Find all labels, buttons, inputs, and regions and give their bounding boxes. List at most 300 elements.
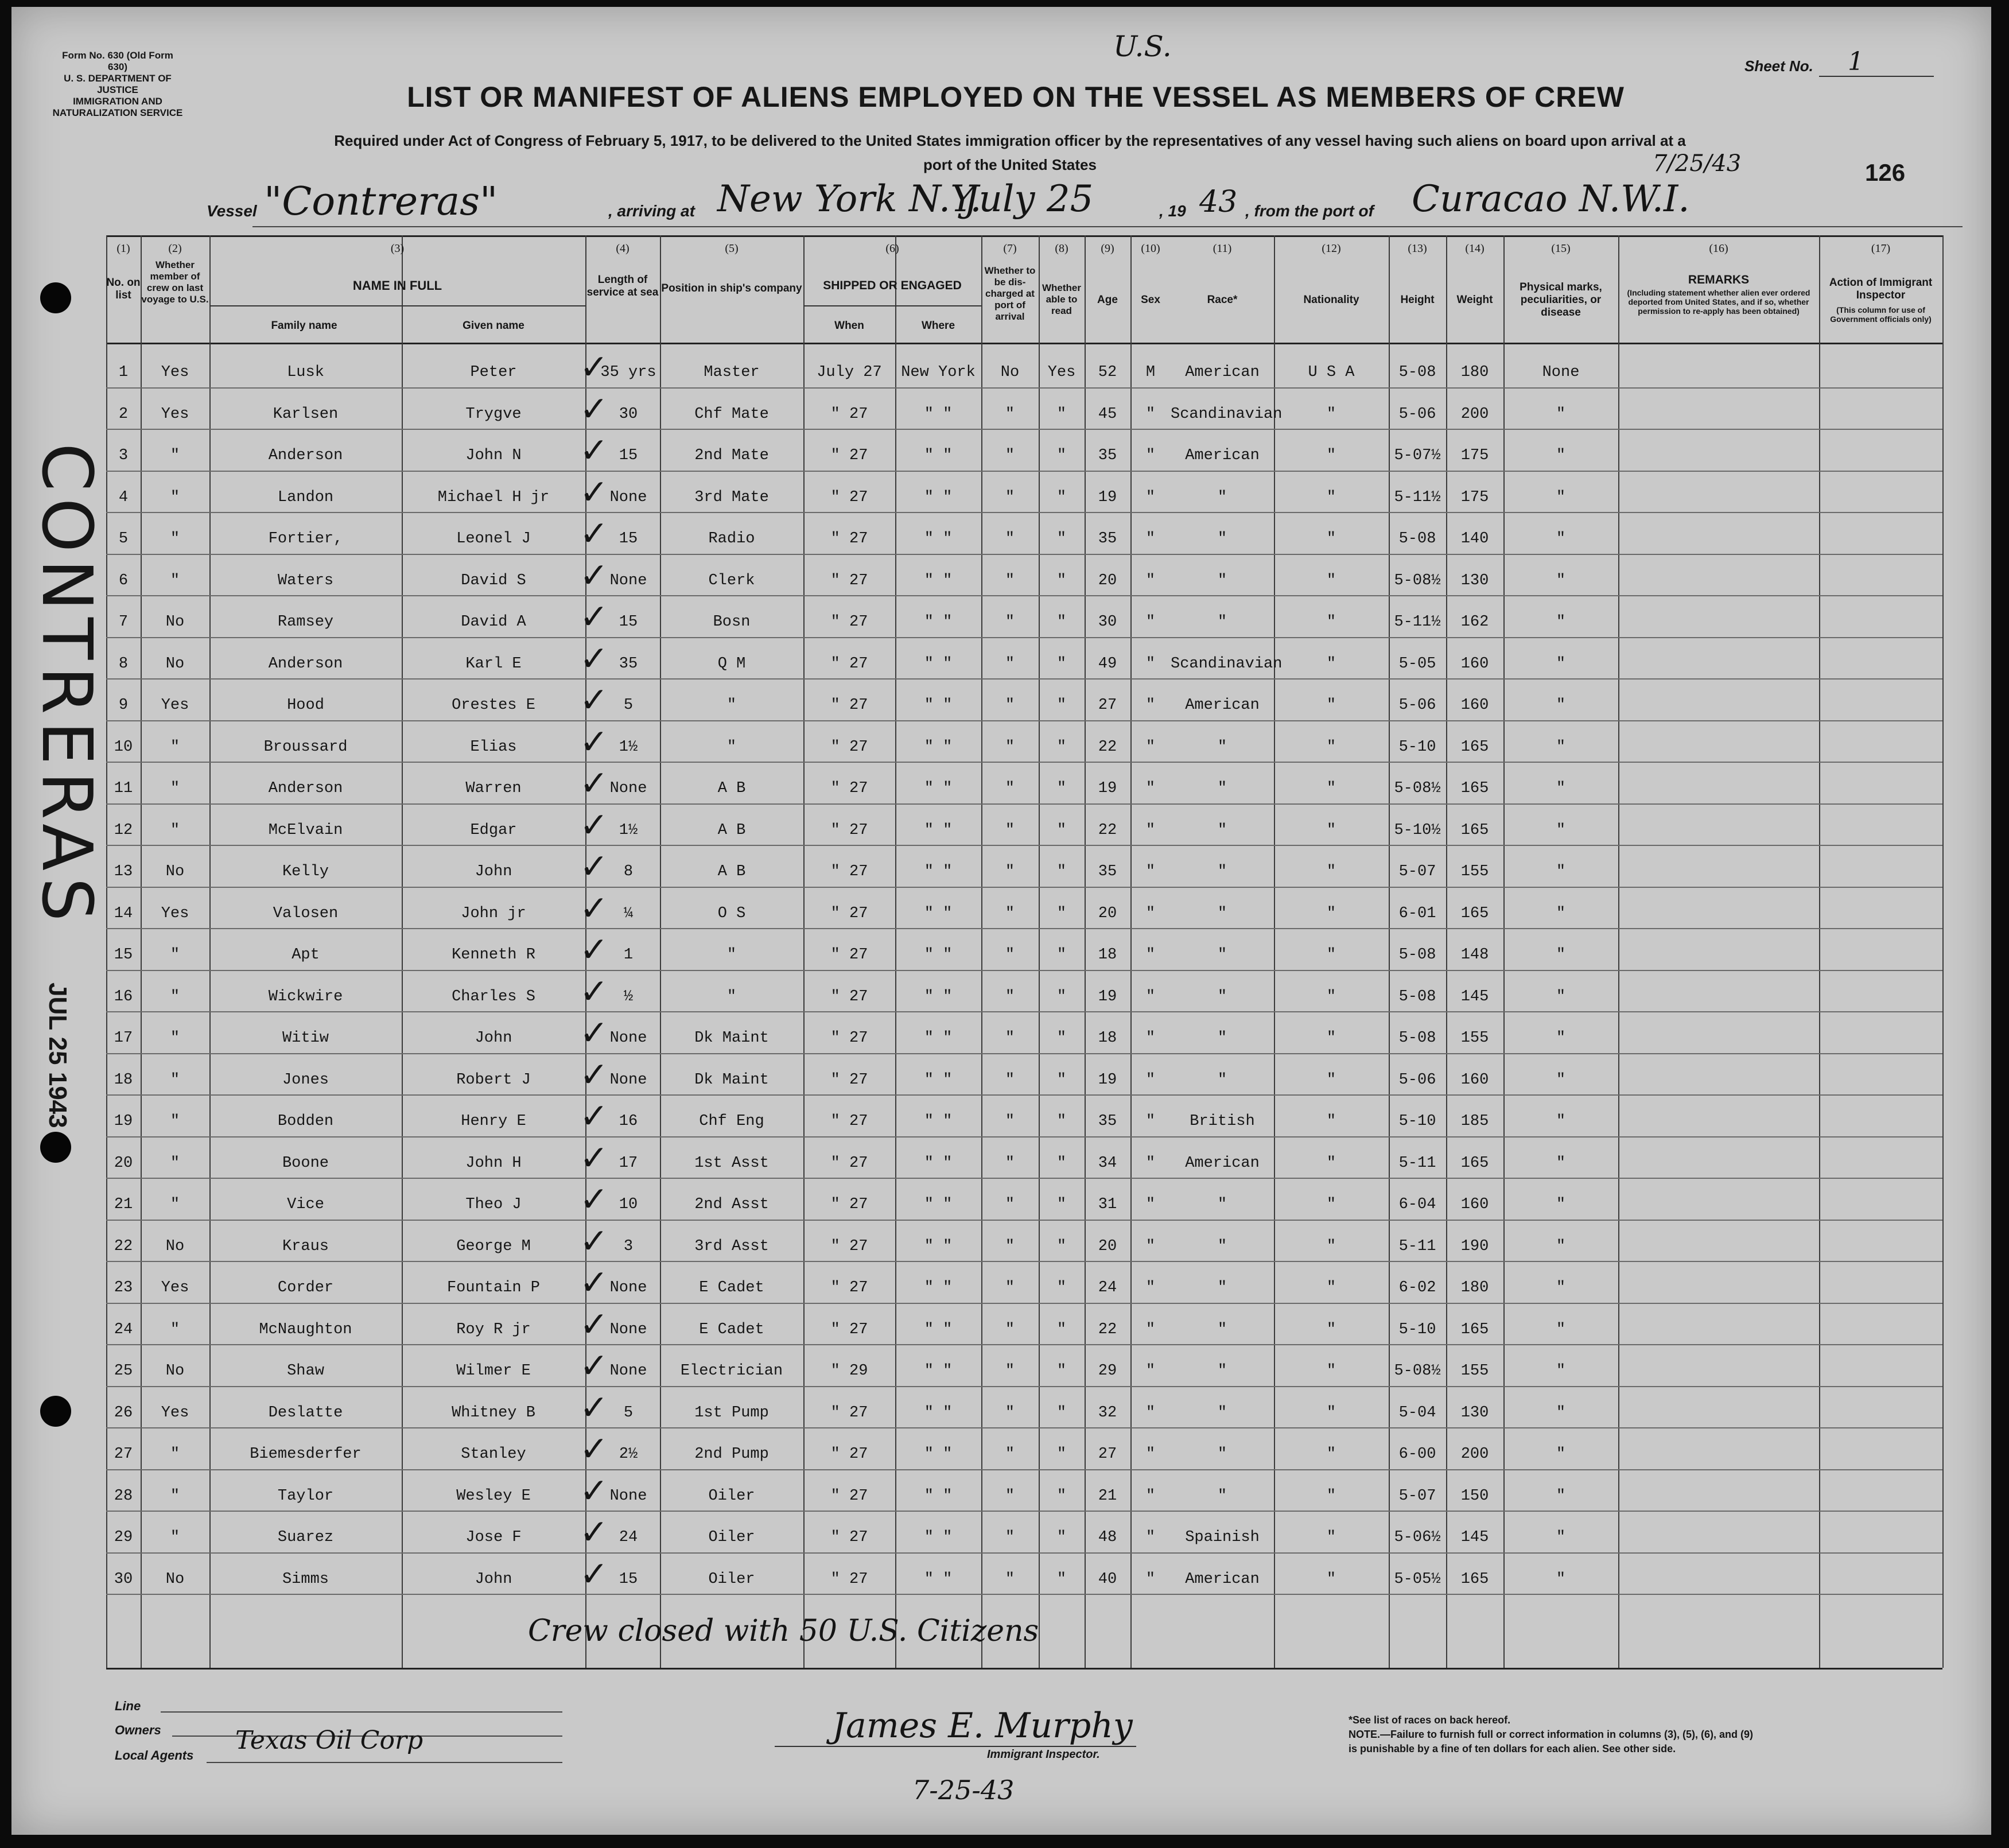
cell-nationality: " [1326, 1362, 1336, 1380]
col-number: (4) [616, 242, 629, 255]
cell-race: American [1185, 1154, 1260, 1172]
cell-position: 1st Pump [694, 1404, 769, 1422]
cell-read: " [1056, 697, 1067, 714]
cell-discharged: " [1005, 1279, 1015, 1296]
cell-family: Deslatte [268, 1404, 343, 1422]
cell-no: 6 [118, 572, 129, 589]
cell-position: Dk Maint [694, 1071, 769, 1089]
row-rule [106, 1220, 1942, 1221]
cell-race: Scandinavian [1171, 405, 1283, 423]
row-rule [106, 678, 1942, 680]
header-position: Position in ship's company [661, 282, 802, 294]
cell-family: Apt [292, 946, 320, 964]
cell-position: A B [717, 821, 746, 839]
row-rule [106, 720, 1942, 721]
cell-age: 18 [1098, 946, 1117, 964]
cell-where: " " [924, 1279, 953, 1296]
cell-race: " [1217, 1196, 1227, 1213]
cell-race: " [1217, 738, 1227, 756]
cell-weight: 165 [1460, 1321, 1489, 1338]
cell-given: Michael H jr [437, 488, 550, 506]
cell-position: A B [717, 780, 746, 797]
cell-height: 5-06½ [1394, 1529, 1441, 1546]
name-subheader-line [209, 305, 585, 306]
cell-sex: " [1145, 447, 1156, 464]
cell-service: 17 [619, 1154, 638, 1172]
cell-read: " [1056, 780, 1067, 797]
cell-sex: " [1145, 488, 1156, 506]
cell-last-voyage: " [170, 530, 180, 548]
cell-height: 5-07½ [1394, 447, 1441, 464]
row-rule [106, 1386, 1942, 1387]
col-number: (15) [1551, 242, 1571, 255]
cell-age: 20 [1098, 904, 1117, 922]
cell-where: " " [924, 738, 953, 756]
checkmark-icon: ✓ [580, 1264, 609, 1302]
cell-family: Broussard [263, 738, 348, 756]
cell-last-voyage: Yes [161, 1279, 189, 1296]
cell-marks: " [1556, 821, 1566, 839]
binder-hole [40, 1132, 71, 1163]
cell-nationality: " [1326, 904, 1336, 922]
cell-service: None [609, 1321, 647, 1338]
cell-read: " [1056, 655, 1067, 673]
cell-read: " [1056, 1321, 1067, 1338]
cell-weight: 165 [1460, 821, 1489, 839]
cell-last-voyage: " [170, 1196, 180, 1213]
cell-no: 3 [118, 447, 129, 464]
row-rule [106, 887, 1942, 888]
checkmark-icon: ✓ [580, 348, 609, 386]
cell-marks: " [1556, 1529, 1566, 1546]
cell-weight: 130 [1460, 1404, 1489, 1422]
checkmark-icon: ✓ [580, 1305, 609, 1344]
cell-family: Corder [277, 1279, 334, 1296]
row-rule [106, 1094, 1942, 1096]
checkmark-icon: ✓ [580, 1014, 609, 1052]
cell-discharged: " [1005, 780, 1015, 797]
cell-read: " [1056, 1404, 1067, 1422]
cell-when: " 27 [830, 1279, 868, 1296]
sheet-number: 1 [1848, 47, 1864, 76]
col-number: (16) [1709, 242, 1728, 255]
cell-weight: 165 [1460, 780, 1489, 797]
cell-no: 22 [114, 1237, 133, 1255]
cell-no: 12 [114, 821, 133, 839]
cell-position: Electrician [680, 1362, 783, 1380]
cell-position: E Cadet [699, 1321, 764, 1338]
col-number: (17) [1871, 242, 1891, 255]
cell-position: 2nd Pump [694, 1446, 769, 1463]
fine-note-1: NOTE.—Failure to furnish full or correct information in columns (3), (5), (6), and (9) [1349, 1729, 1754, 1740]
cell-marks: " [1556, 1113, 1566, 1130]
cell-when: " 27 [830, 614, 868, 631]
row-rule [106, 1552, 1942, 1554]
checkmark-icon: ✓ [580, 1430, 609, 1468]
cell-position: Dk Maint [694, 1030, 769, 1047]
cell-discharged: " [1005, 447, 1015, 464]
cell-height: 5-07 [1398, 1487, 1436, 1505]
cell-last-voyage: No [165, 655, 185, 673]
cell-given: George M [456, 1237, 531, 1255]
row-rule [106, 1303, 1942, 1304]
line-label: Line [115, 1699, 141, 1713]
cell-service: ¼ [623, 904, 634, 922]
cell-discharged: " [1005, 530, 1015, 548]
cell-race: " [1217, 530, 1227, 548]
cell-nationality: U S A [1308, 364, 1355, 381]
cell-discharged: " [1005, 738, 1015, 756]
cell-discharged: " [1005, 1113, 1015, 1130]
cell-position: " [726, 946, 737, 964]
cell-position: 2nd Asst [694, 1196, 769, 1213]
cell-discharged: " [1005, 1362, 1015, 1380]
cell-last-voyage: No [165, 614, 185, 631]
cell-race: American [1185, 697, 1260, 714]
cell-marks: " [1556, 1570, 1566, 1588]
cell-height: 5-08 [1398, 988, 1436, 1005]
cell-no: 1 [118, 364, 129, 381]
cell-no: 29 [114, 1529, 133, 1546]
cell-nationality: " [1326, 572, 1336, 589]
cell-no: 20 [114, 1154, 133, 1172]
cell-when: " 27 [830, 1237, 868, 1255]
cell-discharged: " [1005, 1196, 1015, 1213]
cell-sex: " [1145, 655, 1156, 673]
cell-given: John [475, 863, 512, 880]
cell-nationality: " [1326, 614, 1336, 631]
cell-read: " [1056, 988, 1067, 1005]
cell-position: Oiler [708, 1570, 755, 1588]
cell-where: New York [901, 364, 976, 381]
cell-service: 1 [623, 946, 634, 964]
cell-given: Elias [470, 738, 517, 756]
cell-age: 19 [1098, 1071, 1117, 1089]
checkmark-icon: ✓ [580, 473, 609, 511]
cell-no: 11 [114, 780, 133, 797]
cell-read: " [1056, 946, 1067, 964]
col-line [1618, 235, 1619, 1668]
header-last-voyage: Whether member of crew on last voyage to U.S. [141, 259, 209, 305]
binder-hole [40, 1396, 71, 1427]
cell-sex: " [1145, 697, 1156, 714]
cell-race: " [1217, 572, 1227, 589]
cell-family: Ramsey [277, 614, 334, 631]
cell-nationality: " [1326, 530, 1336, 548]
checkmark-icon: ✓ [580, 639, 609, 678]
cell-when: " 27 [830, 1446, 868, 1463]
cell-where: " " [924, 821, 953, 839]
cell-nationality: " [1326, 488, 1336, 506]
cell-sex: " [1145, 1487, 1156, 1505]
header-family-name: Family name [271, 320, 337, 332]
cell-weight: 180 [1460, 364, 1489, 381]
cell-when: " 27 [830, 1487, 868, 1505]
cell-read: " [1056, 904, 1067, 922]
cell-family: Hood [287, 697, 324, 714]
row-rule [106, 928, 1942, 929]
cell-age: 31 [1098, 1196, 1117, 1213]
cell-nationality: " [1326, 1570, 1336, 1588]
cell-nationality: " [1326, 1237, 1336, 1255]
cell-no: 27 [114, 1446, 133, 1463]
cell-family: Karlsen [273, 405, 339, 423]
cell-marks: " [1556, 1362, 1566, 1380]
cell-discharged: " [1005, 988, 1015, 1005]
cell-nationality: " [1326, 1279, 1336, 1296]
cell-when: " 27 [830, 1030, 868, 1047]
sheet-underline [1819, 76, 1934, 77]
cell-position: Bosn [713, 614, 751, 631]
cell-marks: None [1542, 364, 1580, 381]
cell-age: 20 [1098, 1237, 1117, 1255]
cell-weight: 160 [1460, 1196, 1489, 1213]
cell-service: 35 [619, 655, 638, 673]
row-rule [106, 803, 1942, 805]
cell-age: 30 [1098, 614, 1117, 631]
cell-nationality: " [1326, 1113, 1336, 1130]
cell-marks: " [1556, 904, 1566, 922]
cell-position: " [726, 697, 737, 714]
cell-when: " 27 [830, 780, 868, 797]
cell-service: 1½ [619, 821, 638, 839]
cell-weight: 175 [1460, 447, 1489, 464]
cell-sex: " [1145, 1279, 1156, 1296]
cell-no: 8 [118, 655, 129, 673]
cell-no: 16 [114, 988, 133, 1005]
cell-race: " [1217, 614, 1227, 631]
cell-when: " 27 [830, 1154, 868, 1172]
cell-no: 7 [118, 614, 129, 631]
departure-port: Curacao N.W.I. [1412, 178, 1690, 220]
cell-last-voyage: " [170, 488, 180, 506]
margin-ship-name: CONTRERAS [26, 443, 106, 929]
header-when: When [834, 320, 864, 332]
cell-sex: " [1145, 614, 1156, 631]
cell-no: 23 [114, 1279, 133, 1296]
vessel-line-underline [252, 226, 1963, 227]
cell-read: " [1056, 821, 1067, 839]
page-number: 126 [1865, 159, 1906, 186]
cell-race: " [1217, 988, 1227, 1005]
cell-family: Boone [282, 1154, 329, 1172]
cell-position: 1st Asst [694, 1154, 769, 1172]
cell-marks: " [1556, 614, 1566, 631]
cell-age: 20 [1098, 572, 1117, 589]
cell-race: " [1217, 1446, 1227, 1463]
cell-nationality: " [1326, 1404, 1336, 1422]
cell-sex: " [1145, 1529, 1156, 1546]
cell-weight: 190 [1460, 1237, 1489, 1255]
header-bottom-border [106, 343, 1942, 344]
row-rule [106, 1011, 1942, 1012]
cell-family: Taylor [277, 1487, 334, 1505]
subtitle-line-1: Required under Act of Congress of February 5, 1917, to be delivered to the United States immigration officer by the representatives of any vessel having such aliens on board upon arrival at a [334, 132, 1686, 149]
cell-sex: M [1145, 364, 1156, 381]
from-port-label: , from the port of [1245, 202, 1374, 220]
checkmark-icon: ✓ [580, 972, 609, 1011]
cell-discharged: " [1005, 863, 1015, 880]
inspector-label: Immigrant Inspector. [987, 1748, 1100, 1761]
cell-race: Spainish [1185, 1529, 1260, 1546]
checkmark-icon: ✓ [580, 432, 609, 469]
cell-last-voyage: " [170, 1154, 180, 1172]
cell-age: 22 [1098, 821, 1117, 839]
cell-given: Fountain P [446, 1279, 541, 1296]
checkmark-icon: ✓ [580, 1139, 609, 1177]
col-number: (5) [725, 242, 739, 255]
cell-weight: 165 [1460, 1154, 1489, 1172]
date-annotation: 7/25/43 [1653, 150, 1742, 177]
cell-when: " 27 [830, 738, 868, 756]
checkmark-icon: ✓ [580, 1555, 609, 1593]
cell-marks: " [1556, 780, 1566, 797]
cell-family: Fortier, [268, 530, 343, 548]
cell-discharged: " [1005, 1446, 1015, 1463]
row-rule [106, 762, 1942, 763]
cell-weight: 162 [1460, 614, 1489, 631]
col-number: (2) [168, 242, 182, 255]
checkmark-icon: ✓ [580, 1472, 609, 1510]
cell-height: 5-07 [1398, 863, 1436, 880]
header-where: Where [921, 320, 955, 332]
cell-sex: " [1145, 1321, 1156, 1338]
cell-when: July 27 [817, 364, 882, 381]
row-rule [106, 1136, 1942, 1137]
cell-height: 5-10 [1398, 1113, 1436, 1130]
cell-no: 30 [114, 1570, 133, 1588]
cell-age: 18 [1098, 1030, 1117, 1047]
cell-weight: 165 [1460, 904, 1489, 922]
manifest-page [11, 7, 1991, 1835]
cell-discharged: " [1005, 614, 1015, 631]
cell-discharged: " [1005, 904, 1015, 922]
cell-race: " [1217, 904, 1227, 922]
cell-where: " " [924, 405, 953, 423]
cell-when: " 27 [830, 1529, 868, 1546]
cell-age: 27 [1098, 697, 1117, 714]
cell-discharged: " [1005, 1071, 1015, 1089]
cell-height: 5-11½ [1394, 614, 1441, 631]
cell-marks: " [1556, 655, 1566, 673]
cell-when: " 27 [830, 405, 868, 423]
cell-age: 45 [1098, 405, 1117, 423]
cell-discharged: " [1005, 405, 1015, 423]
cell-read: " [1056, 1279, 1067, 1296]
cell-last-voyage: " [170, 1446, 180, 1463]
checkmark-icon: ✓ [580, 931, 609, 969]
header-race: Race* [1207, 294, 1238, 306]
cell-family: Anderson [268, 780, 343, 797]
inspector-signature: James E. Murphy [832, 1706, 1133, 1746]
cell-where: " " [924, 1196, 953, 1213]
row-rule [106, 1344, 1942, 1345]
cell-weight: 140 [1460, 530, 1489, 548]
cell-race: " [1217, 780, 1227, 797]
checkmark-icon: ✓ [580, 723, 609, 761]
cell-service: 15 [619, 447, 638, 464]
cell-race: American [1185, 447, 1260, 464]
cell-position: Radio [708, 530, 755, 548]
cell-weight: 200 [1460, 1446, 1489, 1463]
cell-height: 5-06 [1398, 405, 1436, 423]
cell-race: " [1217, 1030, 1227, 1047]
cell-where: " " [924, 863, 953, 880]
col-number: (9) [1101, 242, 1114, 255]
cell-given: John [475, 1570, 512, 1588]
col-number: (10) [1141, 242, 1160, 255]
checkmark-icon: ✓ [580, 1097, 609, 1135]
cell-where: " " [924, 1570, 953, 1588]
cell-when: " 27 [830, 1404, 868, 1422]
cell-read: " [1056, 447, 1067, 464]
row-rule [106, 970, 1942, 971]
cell-weight: 160 [1460, 697, 1489, 714]
cell-marks: " [1556, 1321, 1566, 1338]
cell-marks: " [1556, 1237, 1566, 1255]
line-underline [161, 1711, 562, 1713]
cell-race: " [1217, 1362, 1227, 1380]
cell-height: 5-05 [1398, 655, 1436, 673]
cell-last-voyage: " [170, 821, 180, 839]
cell-read: " [1056, 1071, 1067, 1089]
cell-weight: 160 [1460, 655, 1489, 673]
cell-sex: " [1145, 780, 1156, 797]
cell-when: " 27 [830, 1071, 868, 1089]
checkmark-icon: ✓ [580, 1388, 609, 1427]
cell-height: 5-10 [1398, 738, 1436, 756]
cell-no: 24 [114, 1321, 133, 1338]
cell-weight: 200 [1460, 405, 1489, 423]
cell-family: Anderson [268, 447, 343, 464]
cell-read: " [1056, 863, 1067, 880]
cell-where: " " [924, 1237, 953, 1255]
cell-position: Oiler [708, 1487, 755, 1505]
cell-position: Clerk [708, 572, 755, 589]
cell-given: Warren [465, 780, 522, 797]
cell-nationality: " [1326, 1030, 1336, 1047]
cell-weight: 175 [1460, 488, 1489, 506]
cell-when: " 27 [830, 904, 868, 922]
cell-given: Kenneth R [452, 946, 535, 964]
cell-family: Simms [282, 1570, 329, 1588]
cell-no: 28 [114, 1487, 133, 1505]
cell-service: 10 [619, 1196, 638, 1213]
cell-sex: " [1145, 1196, 1156, 1213]
vessel-label: Vessel [207, 202, 257, 220]
cell-sex: " [1145, 904, 1156, 922]
crew-closed-note: Crew closed with 50 U.S. Citizens [528, 1614, 1039, 1648]
cell-when: " 27 [830, 530, 868, 548]
row-rule [106, 1511, 1942, 1512]
cell-marks: " [1556, 447, 1566, 464]
cell-race: Scandinavian [1171, 655, 1283, 673]
cell-nationality: " [1326, 697, 1336, 714]
checkmark-icon: ✓ [580, 1222, 609, 1260]
cell-where: " " [924, 780, 953, 797]
form-identifier [52, 50, 184, 119]
cell-no: 2 [118, 405, 129, 423]
cell-position: A B [717, 863, 746, 880]
races-note: *See list of races on back hereof. [1349, 1714, 1511, 1726]
header-length-service: Length of service at sea [586, 274, 659, 298]
cell-race: " [1217, 1487, 1227, 1505]
cell-read: Yes [1047, 364, 1076, 381]
cell-age: 35 [1098, 863, 1117, 880]
margin-date-stamp: JUL 25 1943 [44, 983, 72, 1128]
subtitle-line-2: port of the United States [923, 156, 1097, 173]
cell-no: 19 [114, 1113, 133, 1130]
